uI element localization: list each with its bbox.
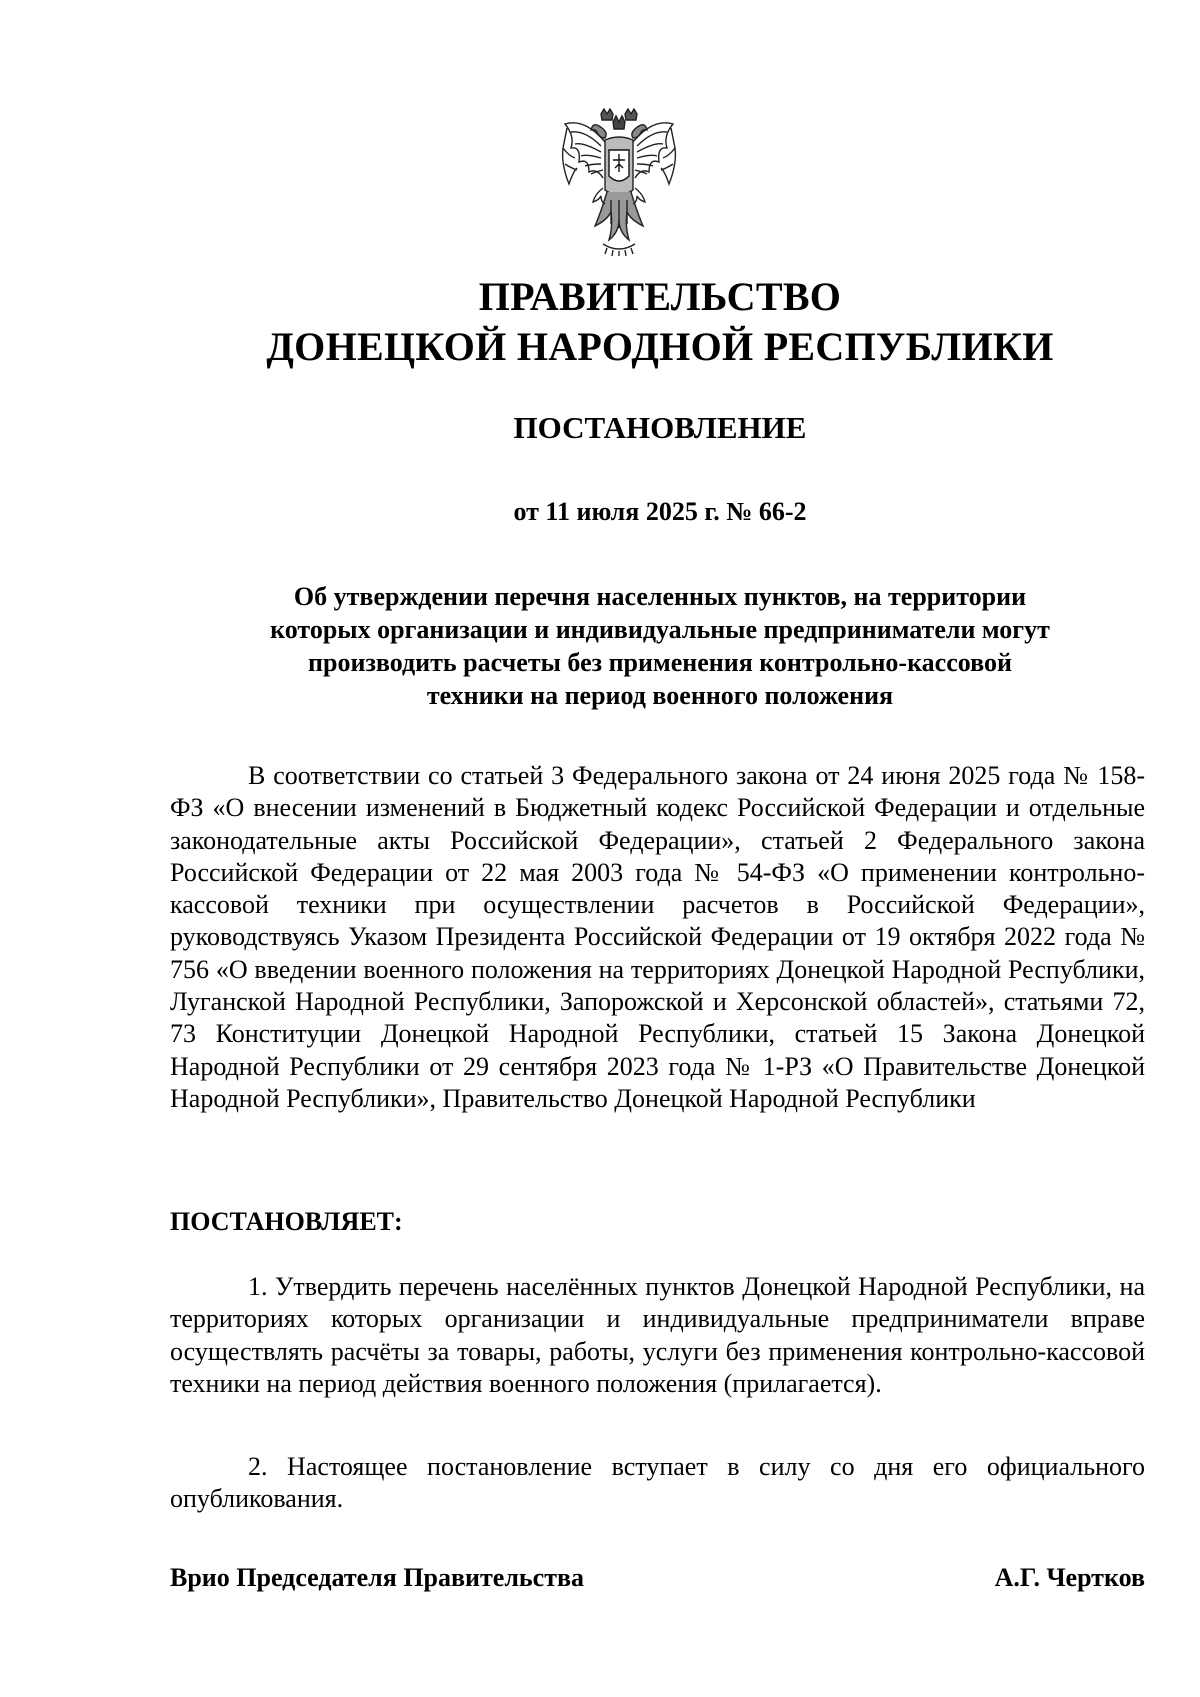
document-date-number: от 11 июля 2025 г. № 66-2	[513, 497, 807, 526]
government-title-line-2: ДОНЕЦКОЙ НАРОДНОЙ РЕСПУБЛИКИ	[266, 324, 1054, 369]
decree-item-2: 2. Настоящее постановление вступает в силу со дня его официального опубликования.	[170, 1452, 1145, 1514]
coat-of-arms-icon	[555, 108, 683, 256]
subject-line: которых организации и индивидуальные предприниматели могут	[270, 615, 1050, 644]
subject-line: Об утверждении перечня населенных пунктов, на территории	[293, 582, 1027, 611]
document-subject	[170, 580, 1150, 712]
signatory-position: Врио Председателя Правительства	[170, 1563, 585, 1592]
signatory-name: А.Г. Чертков	[994, 1563, 1145, 1592]
subject-line: техники на период военного положения	[426, 681, 894, 710]
government-title-line-1: ПРАВИТЕЛЬСТВО	[478, 274, 842, 319]
subject-line: производить расчеты без применения контрольно-кассовой	[308, 648, 1012, 677]
government-title	[170, 272, 1150, 372]
decree-item-1: 1. Утвердить перечень населённых пунктов Донецкой Народной Республики, на территориях которых организации и индивидуальные предприниматели вправе осуществлять расчёты за товары, работы, услуги без применения контрольно-кассовой техники на период действия военного положения (прилагается).	[170, 1272, 1145, 1398]
preamble-paragraph: В соответствии со статьей 3 Федерального закона от 24 июня 2025 года № 158-ФЗ «О внесении изменений в Бюджетный кодекс Российской Федерации и отдельные законодательные акты Российской Федерации», статьей 2 Федерального закона Российской Федерации от 22 мая 2003 года № 54-ФЗ «О применении контрольно-кассовой техники при осуществлении расчетов в Российской Федерации», руководствуясь Указом Президента Российской Федерации от 19 октября 2022 года № 756 «О введении военного положения на территориях Донецкой Народной Республики, Луганской Народной Республики, Запорожской и Херсонской областей», статьями 72, 73 Конституции Донецкой Народной Республики, статьей 15 Закона Донецкой Народной Республики от 29 сентября 2023 года № 1-РЗ «О Правительстве Донецкой Народной Республики», Правительство Донецкой Народной Республики	[170, 761, 1145, 1113]
decree-keyword: ПОСТАНОВЛЯЕТ:	[170, 1207, 403, 1236]
document-type: ПОСТАНОВЛЕНИЕ	[513, 410, 807, 445]
